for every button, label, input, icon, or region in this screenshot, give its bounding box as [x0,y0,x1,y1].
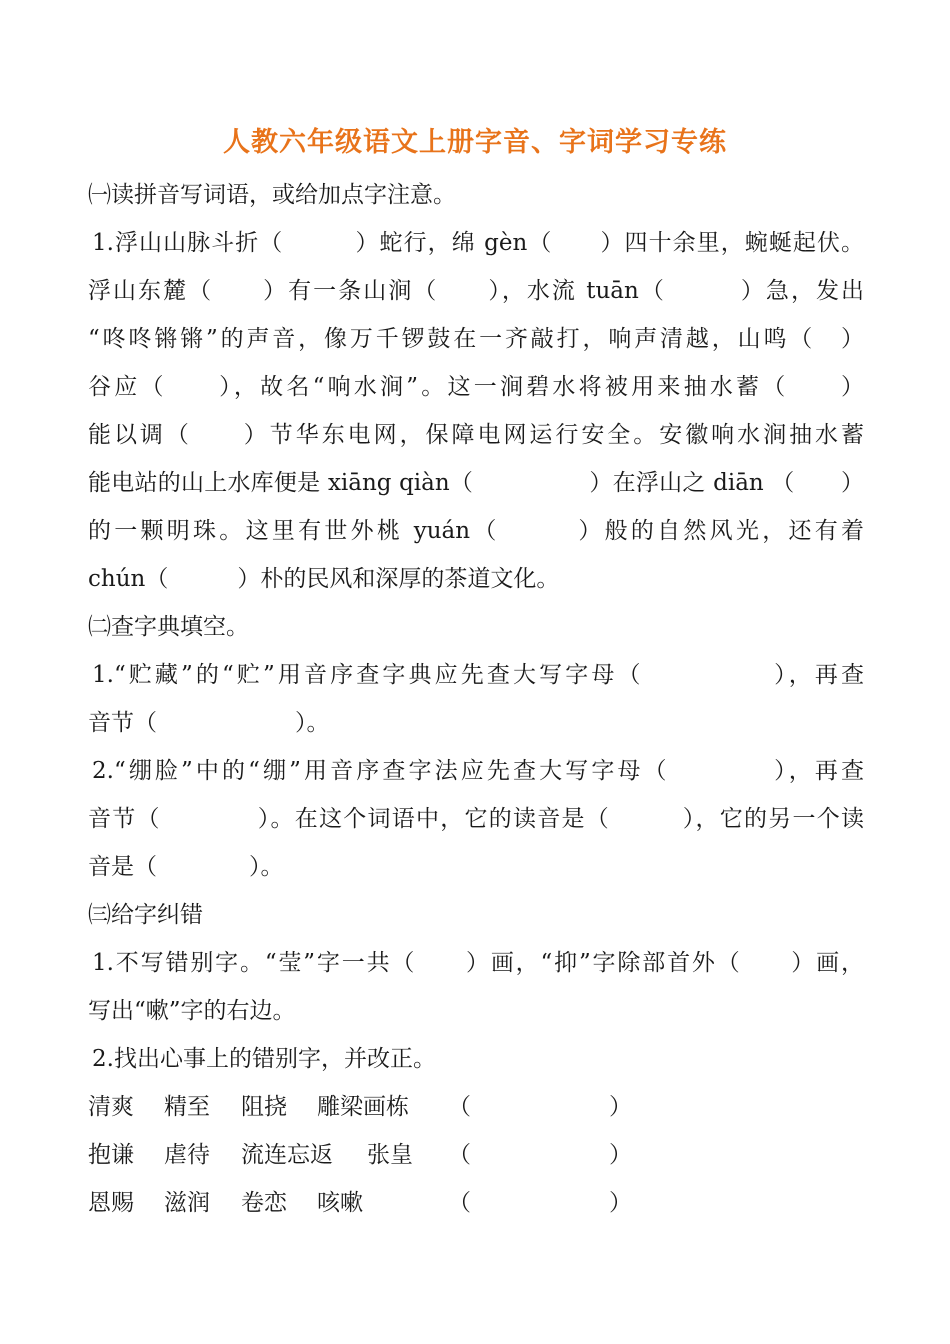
word: 雕梁画栋 [317,1094,409,1120]
section1-line: chún（ ）朴的民风和深厚的茶道文化。 [88,566,560,592]
word: 咳嗽 [317,1190,363,1216]
word: 滋润 [164,1190,210,1216]
section3-line: 写出“嗽”字的右边。 [88,998,296,1024]
section1-line: 谷应（ ），故名“响水涧”。这一涧碧水将被用来抽水蓄（ ） [88,374,864,400]
answer-blank: （ ） [448,1094,632,1120]
section2-heading: ㈡查字典填空。 [88,614,249,640]
section1-line: 1.浮山山脉斗折（ ）蛇行，绵 gèn（ ）四十余里，蜿蜒起伏。 [92,230,864,256]
word: 流连忘返 [241,1142,333,1168]
word: 卷恋 [241,1190,287,1216]
section2-line: 2.“绷脸”中的“绷”用音序查字法应先查大写字母（ ），再查 [92,758,864,784]
section3-line: 1.不写错别字。“莹”字一共（ ）画，“抑”字除部首外（ ）画， [92,950,864,976]
page-title: 人教六年级语文上册字音、字词学习专练 [223,127,727,158]
word: 张皇 [367,1142,413,1168]
section3-heading: ㈢给字纠错 [88,902,203,928]
section1-line: 能以调（ ）节华东电网，保障电网运行安全。安徽响水涧抽水蓄 [88,422,864,448]
section3-line: 2.找出心事上的错别字，并改正。 [92,1046,436,1072]
word: 阻挠 [241,1094,287,1120]
section2-line: 音节（ ）。在这个词语中，它的读音是（ ），它的另一个读 [88,806,864,832]
word: 抱谦 [88,1142,134,1168]
section1-line: “咚咚锵锵”的声音，像万千锣鼓在一齐敲打，响声清越，山鸣（ ） [88,326,864,352]
section1-line: 能电站的山上水库便是 xiāng qiàn（ ）在浮山之 diān （ ） [88,470,864,496]
word: 精至 [164,1094,210,1120]
answer-blank: （ ） [448,1190,632,1216]
section2-line: 1.“贮藏”的“贮”用音序查字典应先查大写字母（ ），再查 [92,662,864,688]
section1-line: 的一颗明珠。这里有世外桃 yuán（ ）般的自然风光，还有着 [88,518,864,544]
answer-blank: （ ） [448,1142,632,1168]
word: 虐待 [164,1142,210,1168]
section1-heading: ㈠读拼音写词语，或给加点字注意。 [88,182,456,208]
section1-line: 浮山东麓（ ）有一条山涧（ ），水流 tuān（ ）急，发出 [88,278,864,304]
word: 恩赐 [88,1190,134,1216]
section2-line: 音是（ ）。 [88,854,284,880]
word: 清爽 [88,1094,134,1120]
section2-line: 音节（ ）。 [88,710,330,736]
